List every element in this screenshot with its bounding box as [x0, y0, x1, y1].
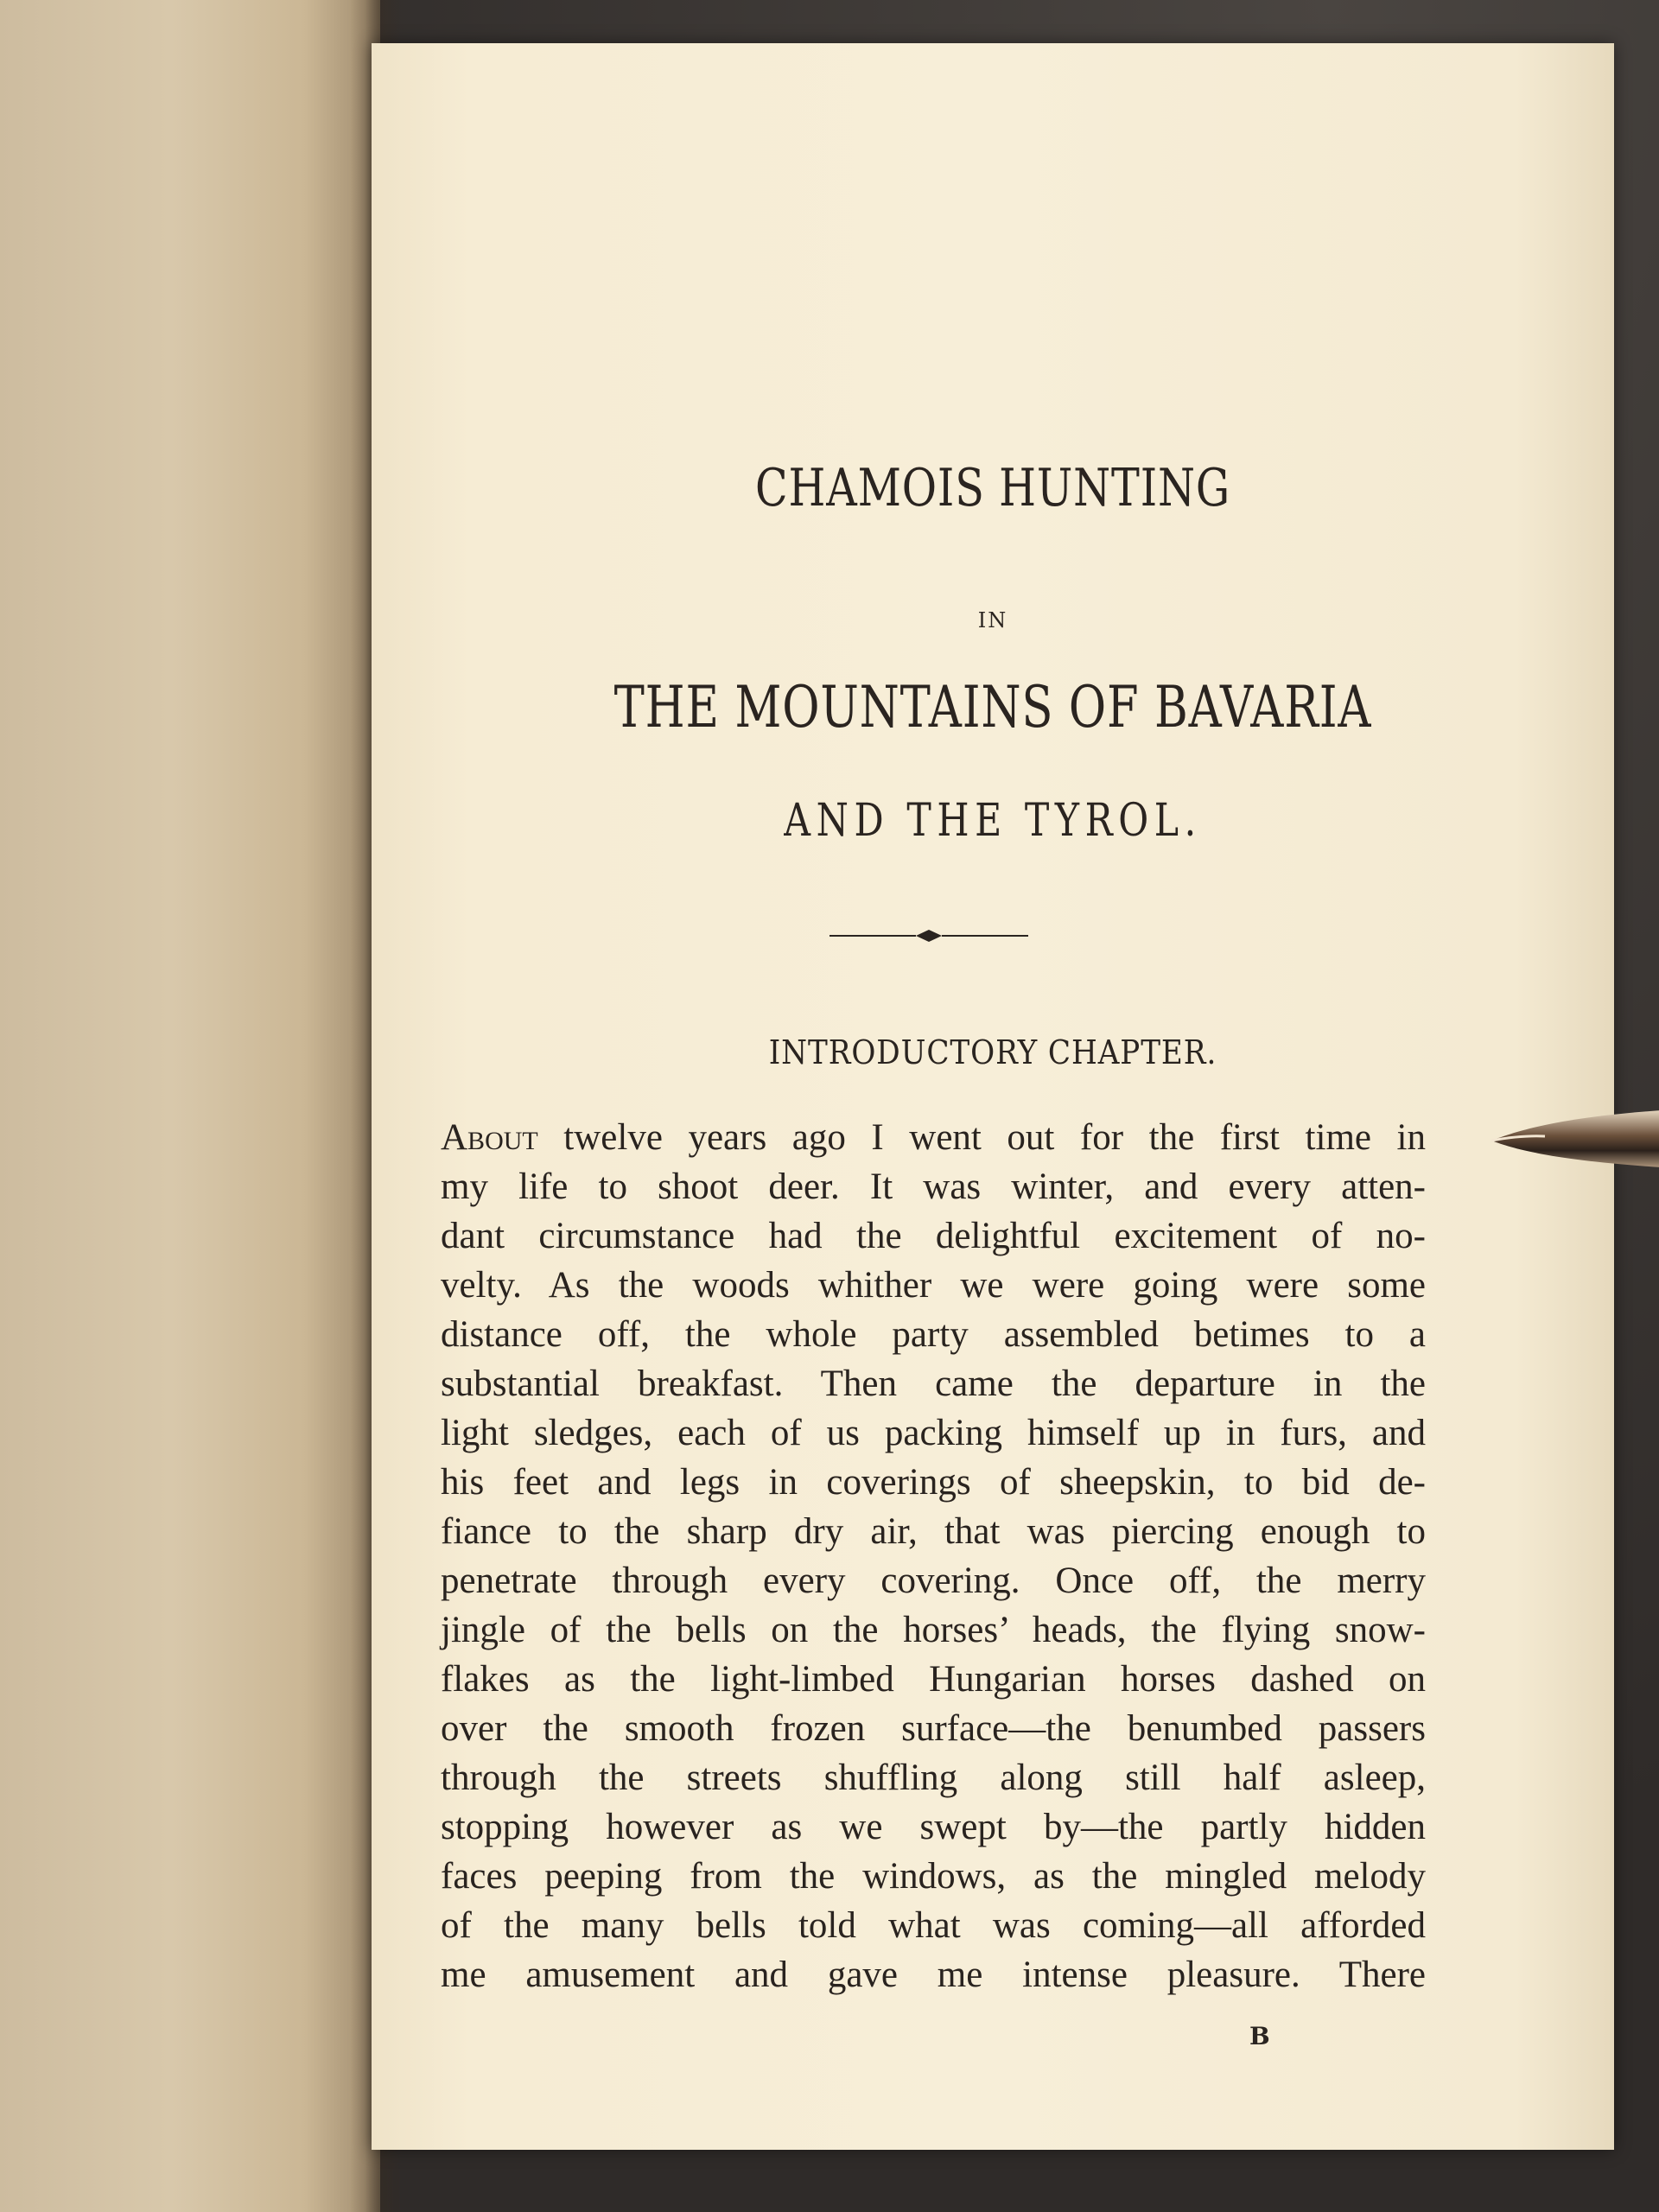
text-line: over the smooth frozen surface—the benumbed passers [441, 1708, 1426, 1749]
text-line: light sledges, each of us packing himself up in furs, and [441, 1413, 1426, 1453]
text-line: penetrate through every covering. Once off, the merry [441, 1560, 1426, 1601]
text-line: through the streets shuffling along still half asleep, [441, 1758, 1426, 1798]
text-line-last: me amusement and gave me intense pleasure. There [441, 1955, 1426, 1995]
title-line-2: THE MOUNTAINS OF BAVARIA [613, 674, 1372, 741]
diamond-rule-ornament-icon [830, 923, 1028, 949]
text-line: dant circumstance had the delightful excitement of no- [441, 1216, 1426, 1256]
text-line: velty. As the woods whither we were going were some [441, 1265, 1426, 1306]
text-line: fiance to the sharp dry air, that was piercing enough to [441, 1511, 1426, 1552]
text-line-first [441, 1113, 1426, 1162]
text-line: my life to shoot deer. It was winter, and every atten- [441, 1166, 1426, 1207]
text-line: flakes as the light-limbed Hungarian horses dashed on [441, 1659, 1426, 1700]
first-line-rest: twelve years ago I went out for the first time in [537, 1117, 1426, 1158]
text-line: jingle of the bells on the horses’ heads, the flying snow- [441, 1610, 1426, 1650]
pen-tip-icon [1484, 1104, 1659, 1173]
body-text [441, 1113, 1426, 1999]
text-line: distance off, the whole party assembled betimes to a [441, 1314, 1426, 1355]
text-line: of the many bells told what was coming—all afforded [441, 1905, 1426, 1946]
left-page [0, 0, 380, 2212]
right-page [372, 43, 1614, 2150]
text-line: faces peeping from the windows, as the mingled melody [441, 1856, 1426, 1897]
drop-word: About [441, 1117, 538, 1158]
title-line-1: CHAMOIS HUNTING [755, 458, 1230, 518]
title-connector: IN [977, 608, 1008, 632]
text-line: substantial breakfast. Then came the departure in the [441, 1363, 1426, 1404]
text-line: stopping however as we swept by—the partly hidden [441, 1807, 1426, 1847]
title-line-3: AND THE TYROL. [784, 795, 1202, 847]
signature-mark: B [1249, 2022, 1270, 2050]
chapter-heading: INTRODUCTORY CHAPTER. [768, 1033, 1217, 1071]
text-line: his feet and legs in coverings of sheepskin, to bid de- [441, 1462, 1426, 1503]
